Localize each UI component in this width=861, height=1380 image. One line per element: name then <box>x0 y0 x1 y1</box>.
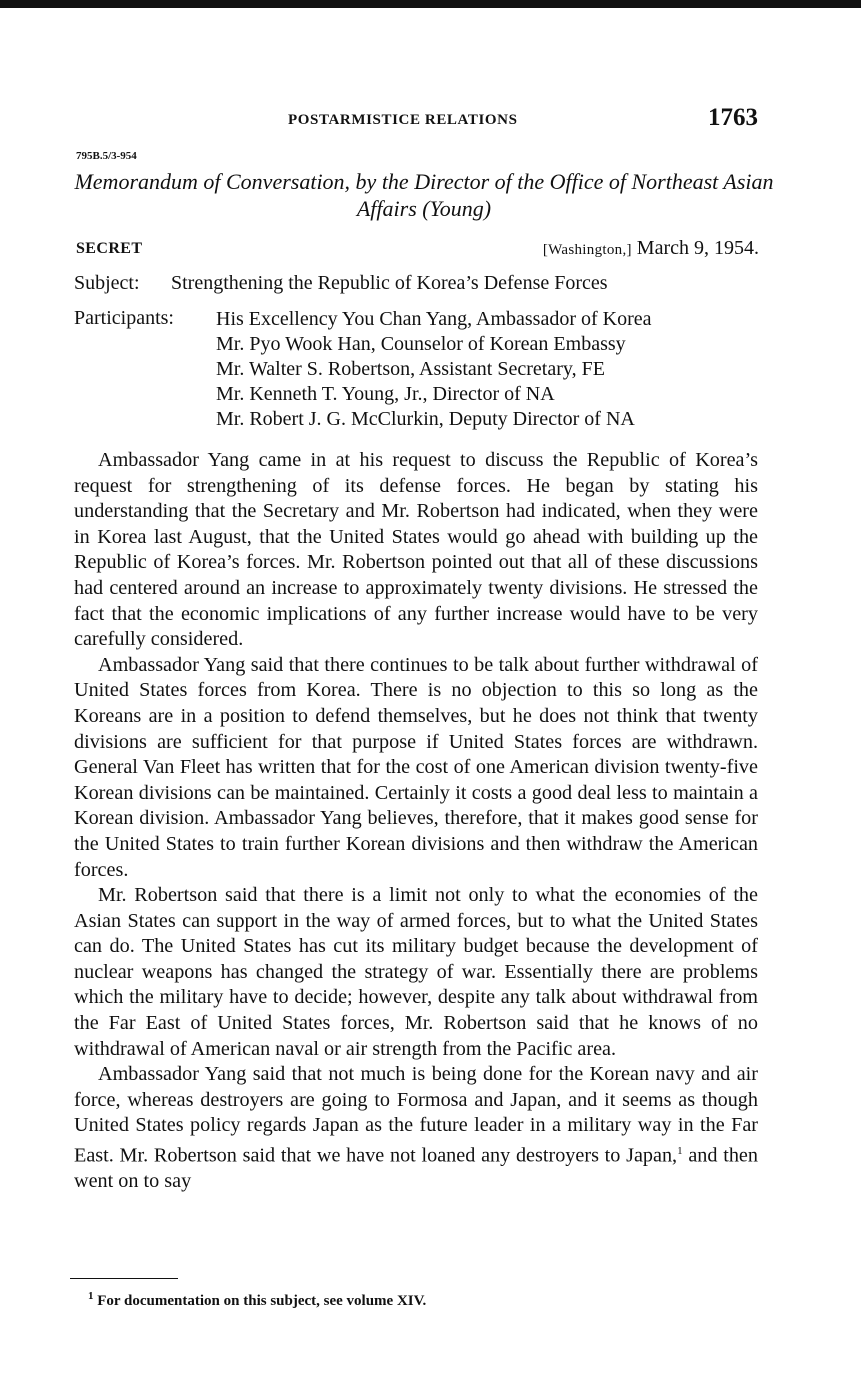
dateline-place: [Washington,] <box>542 242 632 258</box>
memorandum-body <box>74 448 758 1195</box>
footnote-text: For documentation on this subject, see volume XIV. <box>93 1293 427 1309</box>
footnote <box>88 1290 426 1310</box>
participant: His Excellency You Chan Yang, Ambassador of Korea <box>216 308 652 330</box>
body-paragraph: Ambassador Yang said that there continues to be talk about further withdrawal of United States forces from Korea. There is no objection to this so long as the Koreans are in a position to defend themselves, but he does not think that twenty divisions are sufficient for that purpose if United States forces are withdrawn. General Van Fleet has written that for the cost of one American division twenty-five Korean divisions can be maintained. Certainly it costs a good deal less to maintain a Korean division. Ambassador Yang believes, therefore, that it makes good sense for the United States to train further Korean divisions and then withdraw the American forces. <box>74 653 758 881</box>
participants-list <box>216 307 652 432</box>
footnote-divider <box>70 1278 178 1279</box>
footnote-marker: 1 <box>88 1290 94 1302</box>
footnote-reference[interactable]: 1 <box>677 1145 683 1158</box>
participant: Mr. Kenneth T. Young, Jr., Director of NA <box>216 383 555 405</box>
dateline <box>543 237 759 260</box>
page-top-edge <box>0 0 861 8</box>
dateline-date: March 9, 1954. <box>636 237 759 259</box>
participant: Mr. Walter S. Robertson, Assistant Secretary, FE <box>216 358 605 380</box>
body-paragraph: Ambassador Yang came in at his request to discuss the Republic of Korea’s request for strengthening of its defense forces. He began by stating his understanding that the Secretary and Mr. Robertson had indicated, when they were in Korea last August, that the United States would go ahead with building up the Republic of Korea’s forces. Mr. Robertson pointed out that all of these discussions had centered around an increase to approximately twenty divisions. He stressed the fact that the economic implications of any further increase would have to be very carefully considered. <box>74 449 758 651</box>
classification-marking: SECRET <box>76 240 143 257</box>
body-paragraph <box>74 1062 758 1195</box>
running-head: POSTARMISTICE RELATIONS <box>288 112 518 128</box>
page-number: 1763 <box>708 104 758 131</box>
paragraph-text: and then went on to say <box>74 1144 758 1193</box>
body-paragraph: Mr. Robertson said that there is a limit not only to what the economies of the Asian States can support in the way of armed forces, but to what the United States can do. The United States has cut its military budget because the development of nuclear weapons has changed the strategy of war. Essentially there are problems which the military have to decide; however, despite any talk about withdrawal from the Far East of United States forces, Mr. Robertson said that he knows of no withdrawal of American naval or air strength from the Pacific area. <box>74 884 758 1060</box>
participant: Mr. Pyo Wook Han, Counselor of Korean Embassy <box>216 333 626 355</box>
paragraph-text: Ambassador Yang said that not much is being done for the Korean navy and air force, whereas destroyers are going to Formosa and Japan, and it seems as though United States policy regards Japan as the future leader in a military way in the Far East. Mr. Robertson said that we have not loaned any destroyers to Japan, <box>74 1063 758 1167</box>
subject-label: Subject: <box>74 272 140 294</box>
document-title: Memorandum of Conversation, by the Director of the Office of Northeast Asian Affairs (Young) <box>74 169 774 221</box>
file-number: 795B.5/3-954 <box>76 150 137 162</box>
participant: Mr. Robert J. G. McClurkin, Deputy Director of NA <box>216 408 635 430</box>
subject-line <box>74 272 608 295</box>
participants-label: Participants: <box>74 307 174 329</box>
subject-text: Strengthening the Republic of Korea’s Defense Forces <box>171 272 608 294</box>
